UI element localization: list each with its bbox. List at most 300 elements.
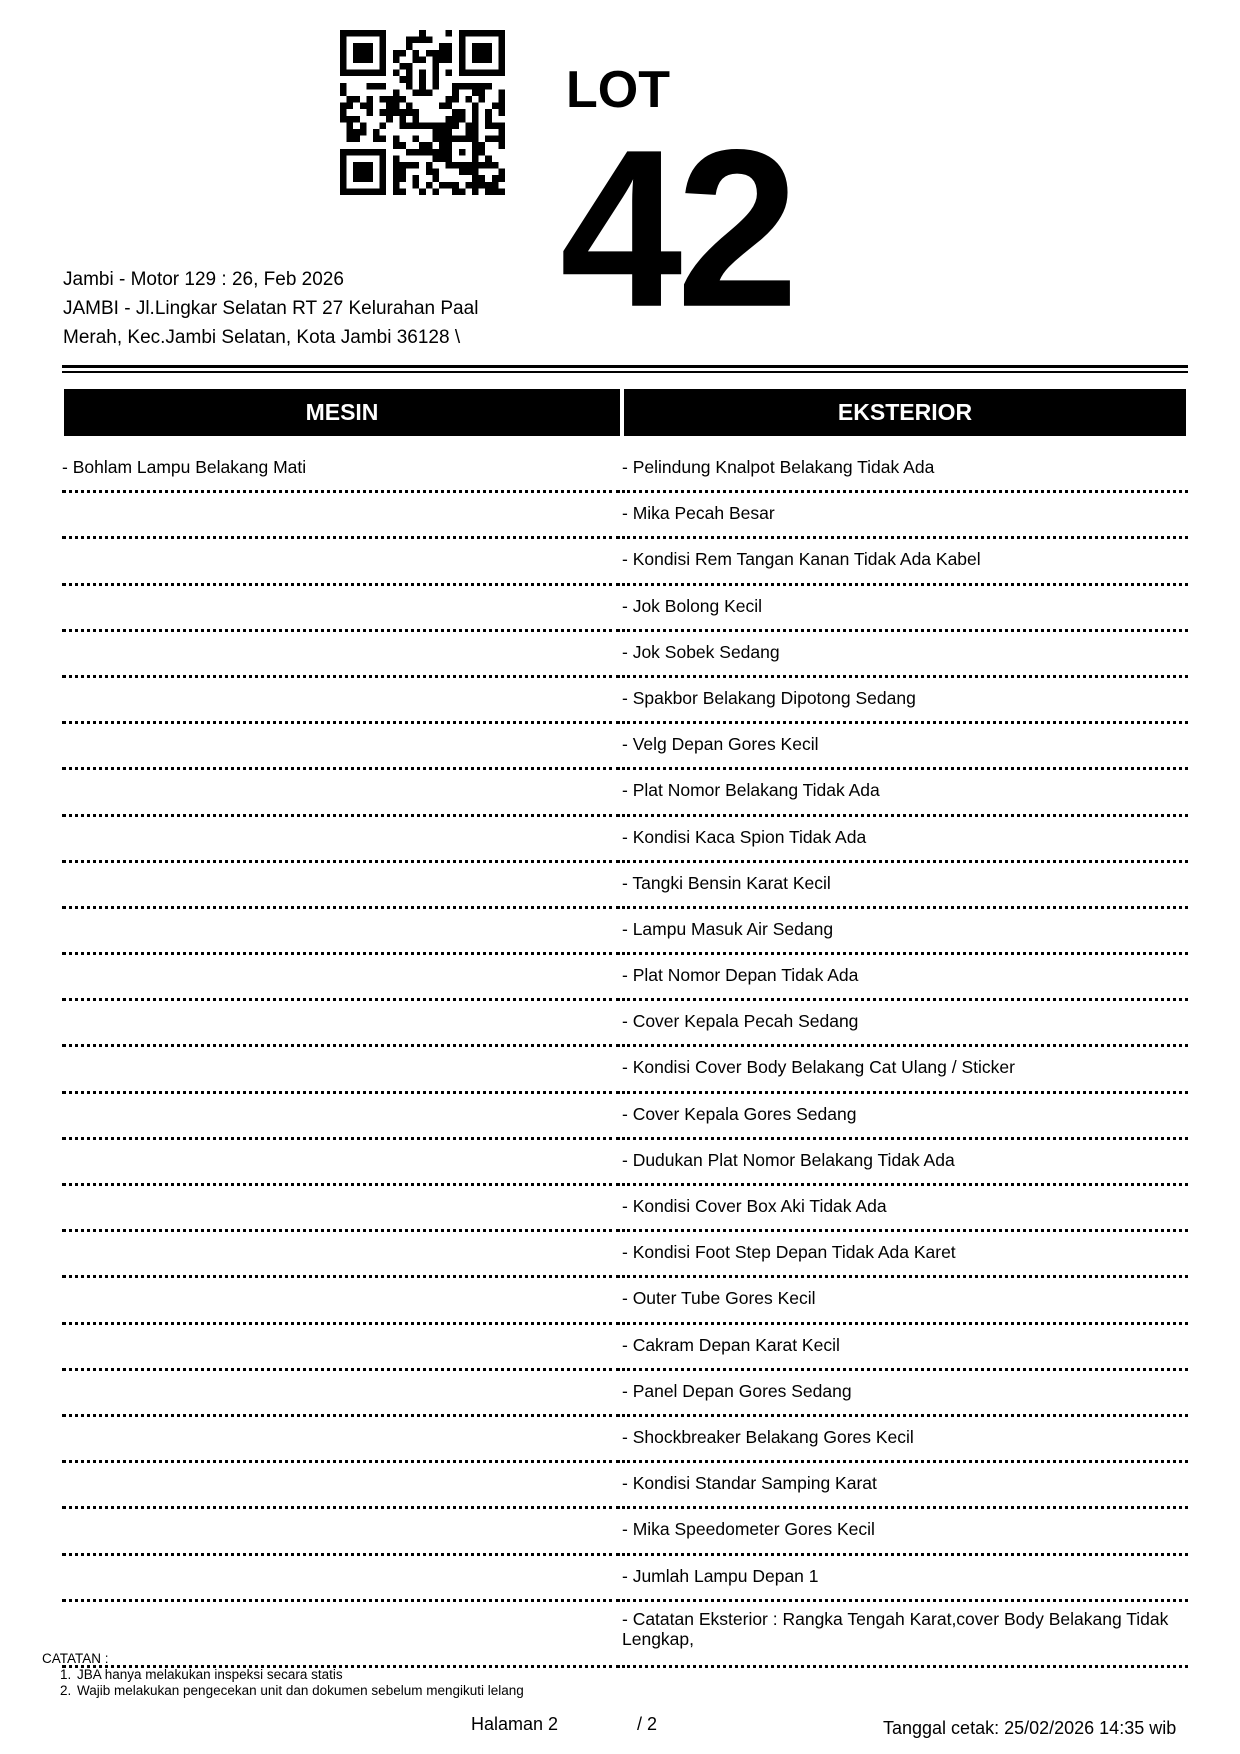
mesin-item <box>62 1001 620 1047</box>
qr-module <box>366 56 373 63</box>
mesin-item <box>62 1094 620 1140</box>
eksterior-item: - Jumlah Lampu Depan 1 <box>622 1556 1188 1602</box>
page-label: Halaman 2 <box>471 1714 559 1734</box>
qr-module <box>459 136 466 143</box>
lot-number: 42 <box>560 102 793 354</box>
eksterior-item: - Kondisi Rem Tangan Kanan Tidak Ada Kabel <box>622 539 1188 585</box>
qr-module <box>498 37 505 44</box>
qr-module <box>426 162 433 169</box>
qr-module <box>380 182 387 189</box>
qr-module <box>373 136 380 143</box>
qr-module <box>459 30 466 37</box>
qr-code-icon <box>340 30 505 195</box>
qr-module <box>360 70 367 77</box>
qr-module <box>360 188 367 195</box>
mesin-item <box>62 632 620 678</box>
qr-module <box>452 162 459 169</box>
qr-module <box>413 89 420 96</box>
qr-module <box>347 96 354 103</box>
eksterior-header: EKSTERIOR <box>624 389 1186 436</box>
qr-module <box>498 109 505 116</box>
qr-module <box>353 136 360 143</box>
qr-module <box>366 149 373 156</box>
qr-module <box>340 175 347 182</box>
eksterior-item: - Shockbreaker Belakang Gores Kecil <box>622 1417 1188 1463</box>
qr-module <box>472 56 479 63</box>
qr-module <box>452 122 459 129</box>
qr-module <box>498 175 505 182</box>
qr-module <box>380 155 387 162</box>
eksterior-item: - Pelindung Knalpot Belakang Tidak Ada <box>622 447 1188 493</box>
qr-module <box>472 175 479 182</box>
header-divider-thin <box>62 371 1188 373</box>
qr-module <box>446 122 453 129</box>
qr-module <box>419 37 426 44</box>
qr-module <box>366 50 373 57</box>
mesin-item <box>62 863 620 909</box>
qr-module <box>380 43 387 50</box>
qr-module <box>472 162 479 169</box>
eksterior-item: - Jok Bolong Kecil <box>622 586 1188 632</box>
qr-module <box>353 50 360 57</box>
qr-module <box>498 30 505 37</box>
qr-module <box>426 149 433 156</box>
mesin-header: MESIN <box>64 389 620 436</box>
qr-module <box>340 149 347 156</box>
eksterior-item: - Kondisi Standar Samping Karat <box>622 1463 1188 1509</box>
qr-module <box>347 116 354 123</box>
qr-module <box>393 162 400 169</box>
qr-module <box>465 70 472 77</box>
qr-module <box>340 50 347 57</box>
mesin-item <box>62 1325 620 1371</box>
qr-module <box>360 103 367 110</box>
qr-module <box>498 63 505 70</box>
qr-module <box>446 43 453 50</box>
qr-module <box>347 70 354 77</box>
qr-module <box>459 37 466 44</box>
qr-module <box>498 43 505 50</box>
qr-module <box>413 149 420 156</box>
qr-module <box>380 96 387 103</box>
qr-module <box>485 136 492 143</box>
qr-module <box>492 182 499 189</box>
qr-module <box>446 149 453 156</box>
qr-module <box>498 122 505 129</box>
qr-module <box>393 169 400 176</box>
qr-module <box>439 122 446 129</box>
qr-module <box>492 188 499 195</box>
qr-module <box>393 142 400 149</box>
qr-module <box>340 169 347 176</box>
qr-module <box>353 188 360 195</box>
qr-module <box>419 122 426 129</box>
qr-module <box>472 43 479 50</box>
qr-module <box>419 188 426 195</box>
qr-module <box>393 96 400 103</box>
qr-module <box>498 169 505 176</box>
qr-module <box>426 182 433 189</box>
qr-module <box>432 155 439 162</box>
qr-module <box>465 129 472 136</box>
qr-module <box>465 182 472 189</box>
qr-module <box>426 169 433 176</box>
qr-module <box>360 56 367 63</box>
qr-module <box>485 56 492 63</box>
qr-module <box>413 37 420 44</box>
mesin-item <box>62 678 620 724</box>
qr-module <box>479 50 486 57</box>
qr-module <box>360 162 367 169</box>
qr-module <box>492 175 499 182</box>
qr-module <box>406 37 413 44</box>
qr-module <box>353 43 360 50</box>
mesin-item: - Bohlam Lampu Belakang Mati <box>62 447 620 493</box>
qr-module <box>399 109 406 116</box>
qr-module <box>406 103 413 110</box>
print-date: Tanggal cetak: 25/02/2026 14:35 wib <box>883 1718 1177 1738</box>
qr-module <box>406 122 413 129</box>
qr-module <box>353 70 360 77</box>
eksterior-item: - Cover Kepala Pecah Sedang <box>622 1001 1188 1047</box>
qr-module <box>446 136 453 143</box>
qr-module <box>432 188 439 195</box>
qr-module <box>472 50 479 57</box>
qr-module <box>406 162 413 169</box>
qr-module <box>340 70 347 77</box>
eksterior-item: - Kondisi Cover Body Belakang Cat Ulang / Sticker <box>622 1047 1188 1093</box>
qr-module <box>459 188 466 195</box>
qr-module <box>459 70 466 77</box>
qr-module <box>459 56 466 63</box>
qr-module <box>386 103 393 110</box>
qr-module <box>380 56 387 63</box>
qr-module <box>485 116 492 123</box>
qr-module <box>353 116 360 123</box>
eksterior-item: - Jok Sobek Sedang <box>622 632 1188 678</box>
qr-module <box>479 30 486 37</box>
qr-module <box>399 76 406 83</box>
qr-module <box>399 50 406 57</box>
qr-module <box>432 136 439 143</box>
qr-module <box>439 155 446 162</box>
mesin-item <box>62 1463 620 1509</box>
notes-title: CATATAN : <box>42 1651 109 1666</box>
qr-module <box>472 89 479 96</box>
qr-module <box>380 109 387 116</box>
qr-module <box>380 149 387 156</box>
qr-module <box>479 96 486 103</box>
eksterior-item: - Lampu Masuk Air Sedang <box>622 909 1188 955</box>
qr-module <box>399 63 406 70</box>
qr-module <box>360 129 367 136</box>
qr-module <box>419 30 426 37</box>
qr-module <box>432 76 439 83</box>
qr-module <box>446 116 453 123</box>
qr-module <box>479 182 486 189</box>
qr-module <box>366 70 373 77</box>
eksterior-item: - Kondisi Kaca Spion Tidak Ada <box>622 817 1188 863</box>
qr-module <box>472 116 479 123</box>
qr-module <box>419 89 426 96</box>
qr-module <box>426 37 433 44</box>
mesin-item <box>62 817 620 863</box>
qr-module <box>347 188 354 195</box>
mesin-item <box>62 955 620 1001</box>
qr-module <box>439 136 446 143</box>
qr-module <box>446 142 453 149</box>
qr-module <box>492 162 499 169</box>
qr-module <box>498 96 505 103</box>
auction-info <box>63 265 478 352</box>
qr-module <box>347 30 354 37</box>
qr-module <box>360 30 367 37</box>
qr-module <box>360 149 367 156</box>
qr-module <box>380 30 387 37</box>
qr-module <box>498 129 505 136</box>
qr-module <box>465 162 472 169</box>
qr-module <box>479 175 486 182</box>
qr-module <box>439 103 446 110</box>
qr-module <box>413 136 420 143</box>
eksterior-item: - Outer Tube Gores Kecil <box>622 1278 1188 1324</box>
qr-module <box>360 175 367 182</box>
qr-module <box>439 50 446 57</box>
qr-module <box>386 96 393 103</box>
qr-module <box>419 76 426 83</box>
mesin-item <box>62 1556 620 1602</box>
eksterior-item: - Cakram Depan Karat Kecil <box>622 1325 1188 1371</box>
qr-module <box>426 89 433 96</box>
page-total: / 2 <box>637 1714 658 1734</box>
qr-module <box>472 103 479 110</box>
qr-module <box>373 188 380 195</box>
qr-module <box>432 122 439 129</box>
qr-module <box>452 89 459 96</box>
qr-module <box>472 136 479 143</box>
qr-module <box>360 43 367 50</box>
qr-module <box>366 175 373 182</box>
qr-module <box>366 96 373 103</box>
qr-module <box>399 116 406 123</box>
qr-module <box>432 63 439 70</box>
qr-module <box>492 103 499 110</box>
qr-module <box>419 56 426 63</box>
eksterior-item: - Velg Depan Gores Kecil <box>622 724 1188 770</box>
qr-module <box>373 30 380 37</box>
qr-module <box>353 162 360 169</box>
qr-module <box>406 109 413 116</box>
mesin-item <box>62 1186 620 1232</box>
qr-module <box>446 162 453 169</box>
qr-module <box>373 83 380 90</box>
qr-module <box>413 109 420 116</box>
qr-module <box>472 155 479 162</box>
mesin-item <box>62 1371 620 1417</box>
header-divider-thick <box>62 365 1188 368</box>
qr-module <box>459 63 466 70</box>
qr-module <box>446 70 453 77</box>
note-item: 1. JBA hanya melakukan inspeksi secara statis <box>75 1667 524 1683</box>
qr-module <box>406 83 413 90</box>
address-line-2: Merah, Kec.Jambi Selatan, Kota Jambi 36128 \ <box>63 327 461 348</box>
qr-module <box>465 169 472 176</box>
qr-module <box>479 89 486 96</box>
mesin-item <box>62 724 620 770</box>
qr-module <box>465 136 472 143</box>
qr-module <box>426 142 433 149</box>
qr-module <box>452 116 459 123</box>
qr-module <box>452 83 459 90</box>
qr-module <box>393 175 400 182</box>
qr-module <box>465 83 472 90</box>
mesin-item <box>62 1232 620 1278</box>
qr-module <box>485 188 492 195</box>
eksterior-list <box>622 447 1188 1668</box>
qr-module <box>413 116 420 123</box>
qr-module <box>485 182 492 189</box>
eksterior-item: - Dudukan Plat Nomor Belakang Tidak Ada <box>622 1140 1188 1186</box>
qr-module <box>399 175 406 182</box>
mesin-item <box>62 539 620 585</box>
qr-module <box>459 149 466 156</box>
eksterior-item: - Mika Speedometer Gores Kecil <box>622 1509 1188 1555</box>
address-line-1: JAMBI - Jl.Lingkar Selatan RT 27 Kelurahan Paal <box>63 298 479 319</box>
qr-module <box>340 30 347 37</box>
eksterior-item: - Tangki Bensin Karat Kecil <box>622 863 1188 909</box>
qr-module <box>393 103 400 110</box>
qr-module <box>472 182 479 189</box>
qr-module <box>340 116 347 123</box>
qr-module <box>373 129 380 136</box>
qr-module <box>432 70 439 77</box>
qr-module <box>413 182 420 189</box>
qr-module <box>419 142 426 149</box>
qr-module <box>485 83 492 90</box>
qr-module <box>432 169 439 176</box>
qr-module <box>386 116 393 123</box>
qr-module <box>393 89 400 96</box>
qr-module <box>439 182 446 189</box>
mesin-item <box>62 1509 620 1555</box>
qr-module <box>472 70 479 77</box>
qr-module <box>426 50 433 57</box>
qr-module <box>485 70 492 77</box>
qr-module <box>492 70 499 77</box>
qr-module <box>459 162 466 169</box>
qr-module <box>472 109 479 116</box>
qr-module <box>413 175 420 182</box>
qr-module <box>419 83 426 90</box>
qr-module <box>406 63 413 70</box>
mesin-item <box>62 1278 620 1324</box>
qr-module <box>459 50 466 57</box>
qr-module <box>413 50 420 57</box>
qr-module <box>366 103 373 110</box>
qr-module <box>393 182 400 189</box>
qr-module <box>399 96 406 103</box>
qr-module <box>393 155 400 162</box>
qr-module <box>485 162 492 169</box>
qr-module <box>498 50 505 57</box>
qr-module <box>485 122 492 129</box>
notes-section <box>42 1651 524 1699</box>
qr-module <box>432 175 439 182</box>
qr-module <box>353 30 360 37</box>
qr-module <box>452 109 459 116</box>
qr-module <box>340 182 347 189</box>
qr-module <box>472 129 479 136</box>
qr-module <box>432 129 439 136</box>
qr-module <box>380 70 387 77</box>
qr-module <box>446 56 453 63</box>
qr-module <box>485 30 492 37</box>
qr-module <box>386 109 393 116</box>
eksterior-item: - Catatan Eksterior : Rangka Tengah Karat,cover Body Belakang Tidak Lengkap, <box>622 1602 1188 1668</box>
qr-module <box>432 50 439 57</box>
qr-module <box>472 188 479 195</box>
qr-module <box>366 109 373 116</box>
qr-module <box>347 122 354 129</box>
qr-module <box>446 155 453 162</box>
qr-module <box>413 162 420 169</box>
qr-module <box>479 56 486 63</box>
qr-module <box>452 96 459 103</box>
qr-module <box>380 83 387 90</box>
qr-module <box>340 103 347 110</box>
eksterior-item: - Kondisi Foot Step Depan Tidak Ada Karet <box>622 1232 1188 1278</box>
qr-module <box>446 129 453 136</box>
qr-module <box>439 149 446 156</box>
qr-module <box>465 30 472 37</box>
qr-module <box>479 43 486 50</box>
qr-module <box>380 50 387 57</box>
qr-module <box>432 149 439 156</box>
qr-module <box>498 56 505 63</box>
qr-module <box>347 103 354 110</box>
mesin-item <box>62 493 620 539</box>
qr-module <box>347 149 354 156</box>
eksterior-item: - Panel Depan Gores Sedang <box>622 1371 1188 1417</box>
qr-module <box>340 109 347 116</box>
qr-module <box>340 37 347 44</box>
qr-module <box>353 169 360 176</box>
qr-module <box>353 175 360 182</box>
mesin-item <box>62 770 620 816</box>
qr-module <box>452 182 459 189</box>
qr-module <box>472 30 479 37</box>
note-item: 2. Wajib melakukan pengecekan unit dan dokumen sebelum mengikuti lelang <box>75 1683 524 1699</box>
qr-module <box>439 43 446 50</box>
qr-module <box>472 169 479 176</box>
qr-module <box>353 96 360 103</box>
lot-label: LOT <box>566 61 670 119</box>
qr-module <box>498 103 505 110</box>
qr-module <box>347 136 354 143</box>
qr-module <box>446 96 453 103</box>
qr-module <box>393 56 400 63</box>
qr-module <box>340 188 347 195</box>
auction-line: Jambi - Motor 129 : 26, Feb 2026 <box>63 269 344 290</box>
qr-module <box>360 169 367 176</box>
qr-module <box>353 56 360 63</box>
qr-module <box>340 56 347 63</box>
qr-module <box>459 169 466 176</box>
eksterior-item: - Kondisi Cover Box Aki Tidak Ada <box>622 1186 1188 1232</box>
qr-module <box>472 149 479 156</box>
qr-module <box>485 43 492 50</box>
qr-module <box>472 83 479 90</box>
